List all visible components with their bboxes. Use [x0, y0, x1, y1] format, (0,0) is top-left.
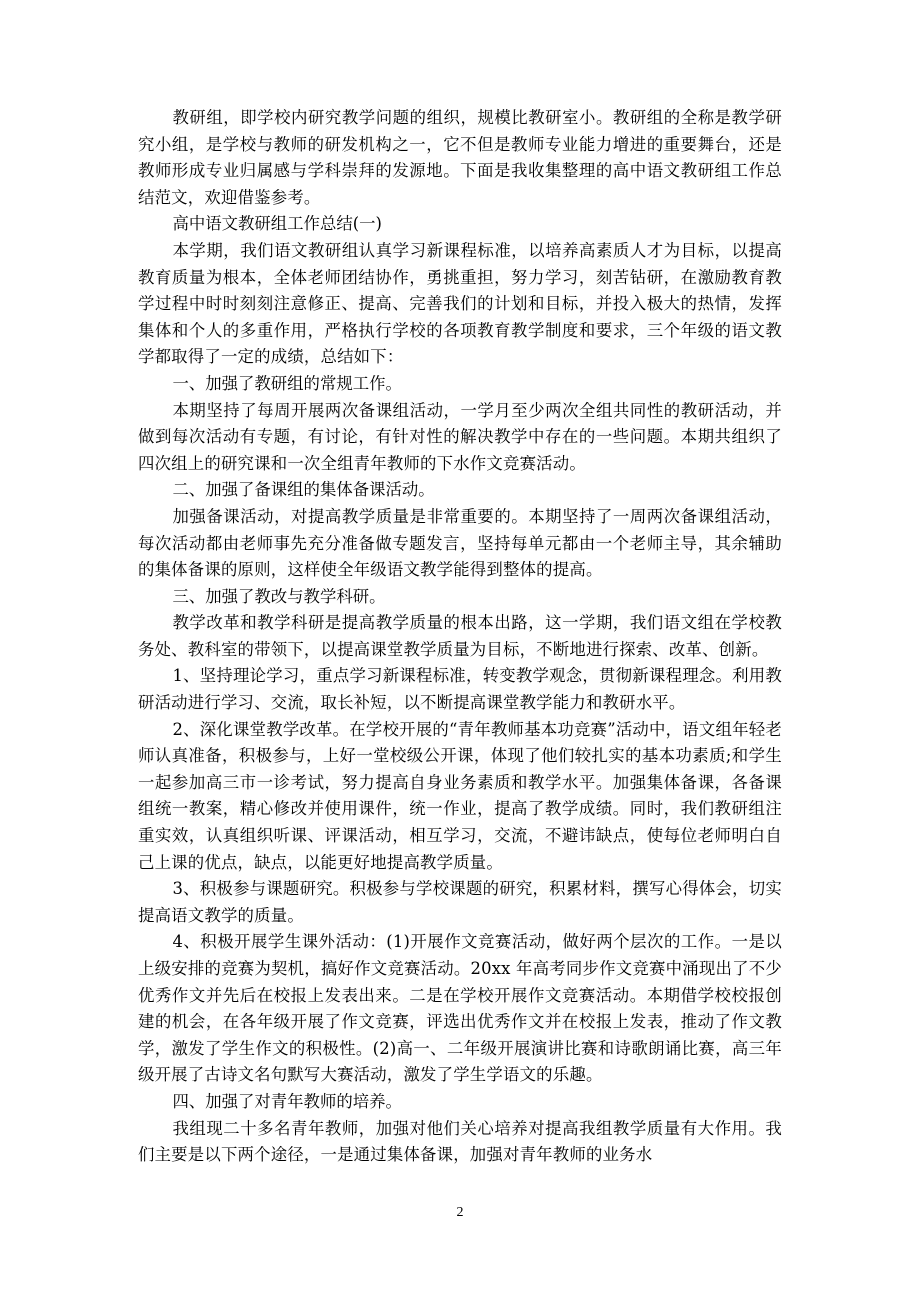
numbered-paragraph: 3、积极参与课题研究。积极参与学校课题的研究，积累材料，撰写心得体会，切实提高语文教学的质量。 — [138, 879, 782, 925]
numbered-paragraph: 1、坚持理论学习，重点学习新课程标准，转变教学观念，贯彻新课程理念。利用教研活动进行学习、交流，取长补短，以不断提高课堂教学能力和教研水平。 — [138, 666, 782, 713]
body-paragraph: 加强备课活动，对提高教学质量是非常重要的。本期坚持了一周两次备课组活动，每次活动都由老师事先充分准备做专题发言，坚持每单元都由一个老师主导，其余辅助的集体备课的原则，这样使全年级语文教学能得到整体的提高。 — [138, 506, 782, 580]
body-paragraph: 本期坚持了每周开展两次备课组活动，一学月至少两次全组共同性的教研活动，并做到每次活动有专题，有讨论，有针对性的解决教学中存在的一些问题。本期共组织了四次组上的研究课和一次全组青年教师的下水作文竞赛活动。 — [138, 400, 782, 473]
intro-paragraph: 教研组，即学校内研究教学问题的组织，规模比教研室小。教研组的全称是教学研究小组，是学校与教师的研发机构之一，它不但是教师专业能力增进的重要舞台，还是教师形成专业归属感与学科崇拜的发源地。下面是我收集整理的高中语文教研组工作总结范文，欢迎借鉴参考。 — [138, 108, 782, 207]
numbered-paragraph: 2、深化课堂教学改革。在学校开展的“青年教师基本功竞赛”活动中，语文组年轻老师认真准备，积极参与，上好一堂校级公开课，体现了他们较扎实的基本功素质;和学生一起参加高三市一诊考试，努力提高自身业务素质和教学水平。加强集体备课，各备课组统一教案，精心修改并使用课件，统一作业，提高了教学成绩。同时，我们教研组注重实效，认真组织听课、评课活动，相互学习，交流，不避讳缺点，使每位老师明白自己上课的优点，缺点，以能更好地提高教学质量。 — [138, 719, 782, 872]
page-number: 2 — [456, 1205, 464, 1220]
section-heading-3: 三、加强了教改与教学科研。 — [172, 586, 386, 606]
section-heading-2: 二、加强了备课组的集体备课活动。 — [172, 480, 435, 500]
body-paragraph: 本学期，我们语文教研组认真学习新课程标准，以培养高素质人才为目标，以提高教育质量为根本，全体老师团结协作，勇挑重担，努力学习，刻苦钻研，在激励教育教学过程中时时刻刻注意修正、提高、完善我们的计划和目标，并投入极大的热情，发挥集体和个人的多重作用，严格执行学校的各项教育教学制度和要求，三个年级的语文教学都取得了一定的成绩，总结如下： — [138, 240, 782, 367]
numbered-paragraph: 4、积极开展学生课外活动：(1)开展作文竞赛活动，做好两个层次的工作。一是以上级安排的竞赛为契机，搞好作文竞赛活动。20xx 年高考同步作文竞赛中涌现出了不少优秀作文并先后在校报上发表出来。二是在学校开展作文竞赛活动。本期借学校校报创建的机会，在各年级开展了作文竞赛，评选出优秀作文并在校报上发表，推动了作文教学，激发了学生作文的积极性。(2)高一、二年级开展演讲比赛和诗歌朗诵比赛，高三年级开展了古诗文名句默写大赛活动，激发了学生学语文的乐趣。 — [138, 932, 782, 1085]
section-heading-1: 一、加强了教研组的常规工作。 — [172, 373, 402, 393]
section-heading-4: 四、加强了对青年教师的培养。 — [172, 1091, 402, 1111]
document-body — [138, 105, 782, 1169]
body-paragraph: 教学改革和教学科研是提高教学质量的根本出路，这一学期，我们语文组在学校教务处、教科室的带领下，以提高课堂教学质量为目标，不断地进行探索、改革、创新。 — [138, 613, 782, 659]
section-title: 高中语文教研组工作总结(一) — [172, 214, 382, 234]
body-paragraph: 我组现二十多名青年教师，加强对他们关心培养对提高我组教学质量有大作用。我们主要是以下两个途径，一是通过集体备课，加强对青年教师的业务水 — [138, 1118, 782, 1165]
